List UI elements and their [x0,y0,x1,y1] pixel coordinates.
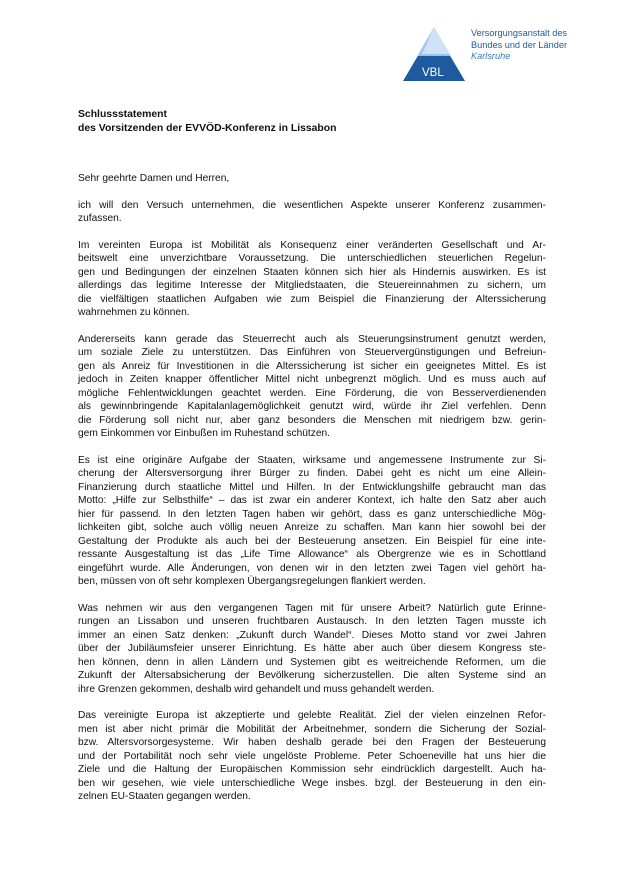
text-line: cherung der Altersversorgung ihrer Bürger zu finden. Dabei geht es nicht um eine Allein- [78,468,546,479]
text-line: als gewinnbringende Kapitalanlagemöglichkeit genutzt wird, würde ihr Ziel verfehlen. Denn [78,401,546,412]
text-line: wahrnehmen zu können. [78,307,190,318]
paragraph-gap [78,320,546,333]
vbl-logo [398,26,598,82]
paragraph-gap [78,589,546,602]
text-line: um soziale Ziele zu unterstützen. Das Einführen von Steuervergünstigungen und Befreiun- [78,347,546,358]
document-heading [78,108,558,135]
text-line: gen und Bedingungen der einzelnen Staaten können sich hier als Hindernis auswirken. Es ist [78,266,546,278]
text-line: allerdings das legitime Interesse der Mitgliedstaaten, die Steuereinnahmen zu sichern, um [78,280,546,291]
text-line: eingeführt wurde. Alle Änderungen, von denen wir in den letzten zwei Tagen viel gehört ha- [78,562,546,574]
text-line: immer an einen Satz denken: „Zukunft durch Wandel“. Dieses Motto stand vor zwei Jahren [78,629,546,641]
vbl-triangle-logo-icon [398,26,466,82]
text-line: die Förderung soll nicht nur, aber ganz besonders die Menschen mit niedrigem bzw. gerin- [78,414,546,426]
text-line: zufassen. [78,213,122,224]
text-line: ben wir gesehen, wie viele unterschiedliche Wege insbes. bzgl. der Besteuerung in den ein- [78,777,546,789]
text-line: und der Portabilität noch sehr viele ungelöste Probleme. Peter Schoeneville hat uns hier die [78,750,546,762]
text-line: Finanzierung durch staatliche Mittel und Hilfen. In der Entwicklungshilfe gebraucht man das [78,481,546,493]
text-line: Gestaltung der Produkte als auch bei der Besteuerung ansetzen. Ein Beispiel für eine inte- [78,535,546,547]
text-line: Andererseits kann gerade das Steuerrecht auch als Steuerungsinstrument genutzt werden, [78,333,546,345]
text-line: ich will den Versuch unternehmen, die wesentlichen Aspekte unserer Konferenz zusammen- [78,199,546,211]
text-line: lichkeiten gibt, solche auch völlig neuen Anreize zu schaffen. Man kann hier sowohl bei der [78,522,546,533]
text-line: Das vereinigte Europa ist akzeptierte und gelebte Realität. Ziel der vielen einzelnen Refor- [78,710,546,721]
text-line: ressante Ausgestaltung ist das „Life Time Allowance“ als Obergrenze wie es in Schottland [78,549,546,560]
text-line: die vielfältigen staatlichen Aufgaben wie zum Beispiel die Finanzierung der Alterssicherung [78,293,546,305]
text-line: gem Einkommen vor Einbußen im Ruhestand schützen. [78,428,330,439]
paragraph [78,172,546,186]
paragraph [78,239,546,320]
logo-line-2: Bundes und der Länder [471,39,568,50]
text-line: bzw. Altersvorsorgesysteme. Wir haben deshalb gerade bei den Fragen der Besteuerung [78,737,546,748]
heading-line-1: Schlussstatement [78,109,167,120]
paragraph [78,602,546,697]
text-line: mögliche Fehlentwicklungen geachtet werden. Eine Förderung, die von Besserverdienenden [78,387,546,399]
paragraph [78,454,546,589]
text-line: jedoch in Zeiten knapper öffentlicher Mittel nicht unbegrenzt möglich. Und es muss auch auf [78,374,546,385]
paragraph-gap [78,441,546,454]
text-line: Was nehmen wir aus den vergangenen Tagen mit für unsere Arbeit? Natürlich gute Erinne- [78,602,546,614]
document-body [78,172,546,804]
text-line: beitswelt eine unverzichtbare Voraussetzung. Die unterschiedlichen steuerlichen Regelun- [78,253,546,264]
logo-text [471,28,567,63]
text-line: Sehr geehrte Damen und Herren, [78,173,230,184]
paragraph-gap [78,226,546,239]
logo-line-3: Karlsruhe [471,51,511,61]
paragraph-gap [78,186,546,199]
paragraph [78,333,546,441]
text-line: Ziele und die Haltung der Europäischen Kommission sehr eindrücklich dargestellt. Auch ha- [78,764,546,775]
text-line: ben, müssen von oft sehr komplexen Übergangsregelungen flankiert werden. [78,576,426,587]
paragraph [78,199,546,226]
text-line: rungen an Lissabon und unseren fruchtbaren Austausch. In den letzten Tagen musste ich [78,616,546,627]
text-line: Zukunft der Altersabsicherung der Bevölkerung sicherzustellen. Die alten Systeme sind an [78,670,546,681]
text-line: hier für passend. In den letzten Tagen haben wir gehört, dass es ganz unterschiedliche Mög- [78,508,546,520]
text-line: Motto: „Hilfe zur Selbsthilfe“ – das ist zwar ein anderer Kontext, ich halte den Satz aber auch [78,495,546,506]
text-line: ihre Grenzen gekommen, deshalb wird gehandelt und muss gehandelt werden. [78,683,435,695]
heading-line-2: des Vorsitzenden der EVVÖD-Konferenz in Lissabon [78,122,337,134]
text-line: gen als Anreiz für Investitionen in die Alterssicherung ist sicher ein geeignetes Mittel. Es ist [78,360,546,372]
text-line: Im vereinten Europa ist Mobilität als Konsequenz einer veränderten Gesellschaft und Ar- [78,239,546,251]
text-line: zelnen EU-Staaten gegangen werden. [78,791,251,802]
text-line: über der Jubiläumsfeier unserer Einrichtung. Es hätte aber auch über diesem Kongress ste- [78,643,546,654]
text-line: men ist aber nicht primär die Mobilität der Arbeitnehmer, sondern die Sicherung der Sozial- [78,723,546,735]
text-line: hen können, denn in allen Ländern und Systemen gibt es weitreichende Reformen, um die [78,656,546,668]
logo-mark-text: VBL [422,67,444,79]
paragraph-gap [78,696,546,709]
text-line: Es ist eine originäre Aufgabe der Staaten, wirksame und angemessene Instrumente zur Si- [78,454,546,466]
paragraph [78,709,546,804]
logo-line-1: Versorgungsanstalt des [471,28,568,38]
